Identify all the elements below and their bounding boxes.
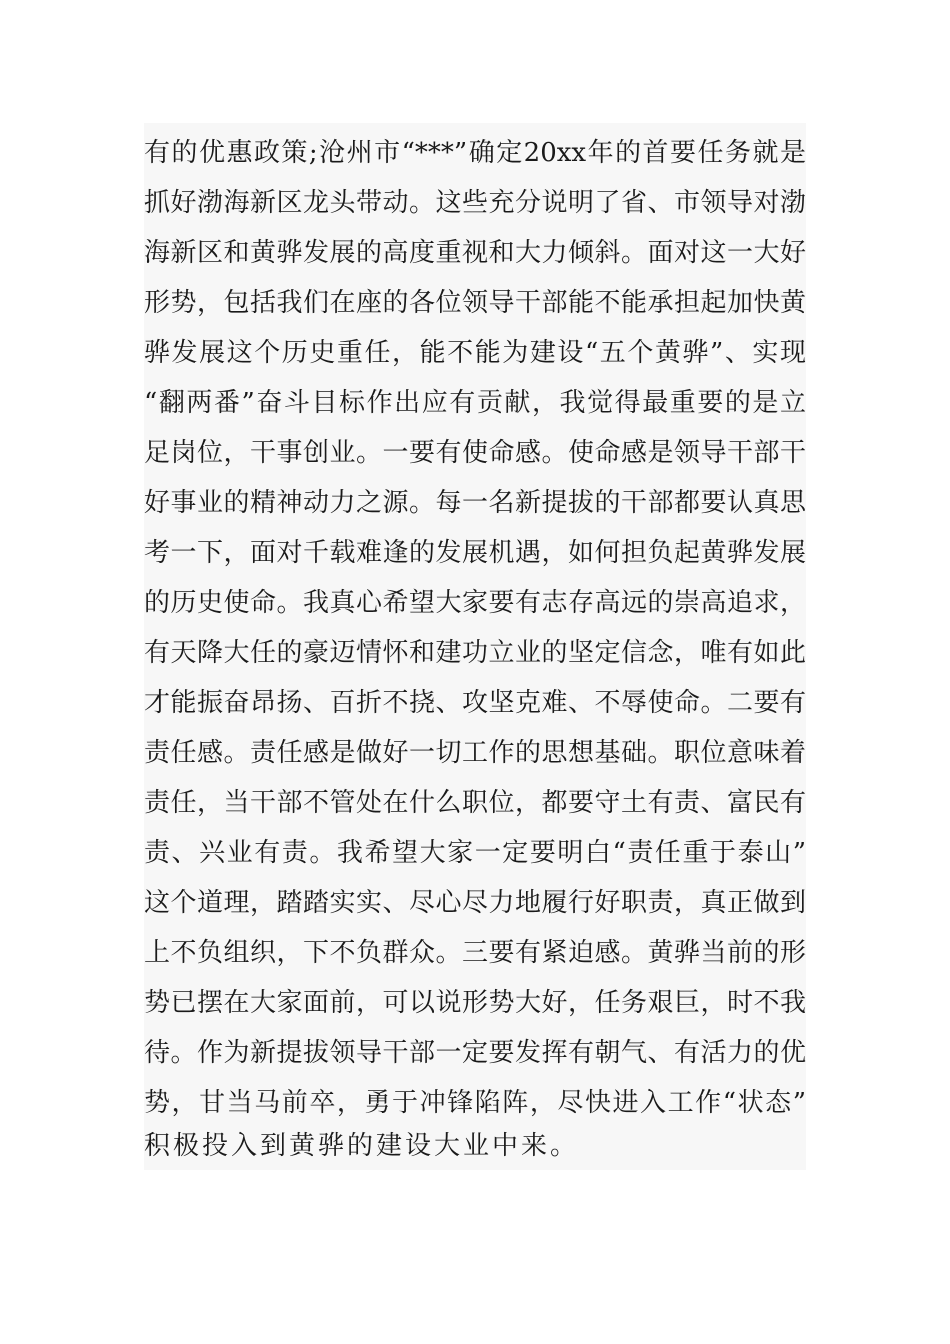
text-line: 有天降大任的豪迈情怀和建功立业的坚定信念，唯有如此 — [144, 638, 806, 668]
text-line: 势已摆在大家面前，可以说形势大好，任务艰巨，时不我 — [144, 988, 806, 1018]
text-line: 海新区和黄骅发展的高度重视和大力倾斜。面对这一大好 — [144, 238, 806, 268]
text-line: 有的优惠政策;沧州市“***”确定20xx年的首要任务就是 — [144, 138, 806, 168]
text-line: 责任感。责任感是做好一切工作的思想基础。职位意味着 — [144, 738, 806, 768]
text-line: 势，甘当马前卒，勇于冲锋陷阵，尽快进入工作“状态” — [144, 1088, 806, 1118]
text-line: 这个道理，踏踏实实、尽心尽力地履行好职责，真正做到 — [144, 888, 806, 918]
text-line: 考一下，面对千载难逢的发展机遇，如何担负起黄骅发展 — [144, 538, 806, 568]
text-line: 骅发展这个历史重任，能不能为建设“五个黄骅”、实现 — [144, 338, 806, 368]
text-line-last: 积极投入到黄骅的建设大业中来。 — [144, 1131, 580, 1161]
text-line: 才能振奋昂扬、百折不挠、攻坚克难、不辱使命。二要有 — [144, 688, 806, 718]
text-line: 责、兴业有责。我希望大家一定要明白“责任重于泰山” — [144, 838, 806, 868]
text-line: 的历史使命。我真心希望大家要有志存高远的崇高追求， — [144, 588, 806, 618]
text-line: 形势，包括我们在座的各位领导干部能不能承担起加快黄 — [144, 288, 806, 318]
text-line: 待。作为新提拔领导干部一定要发挥有朝气、有活力的优 — [144, 1038, 806, 1068]
text-line: 足岗位，干事创业。一要有使命感。使命感是领导干部干 — [144, 438, 806, 468]
text-line: 上不负组织，下不负群众。三要有紧迫感。黄骅当前的形 — [144, 938, 806, 968]
text-line: 抓好渤海新区龙头带动。这些充分说明了省、市领导对渤 — [144, 188, 806, 218]
text-line: “翻两番”奋斗目标作出应有贡献，我觉得最重要的是立 — [144, 388, 806, 418]
text-line: 好事业的精神动力之源。每一名新提拔的干部都要认真思 — [144, 488, 806, 518]
text-line: 责任，当干部不管处在什么职位，都要守土有责、富民有 — [144, 788, 806, 818]
body-text-block — [144, 123, 806, 1170]
